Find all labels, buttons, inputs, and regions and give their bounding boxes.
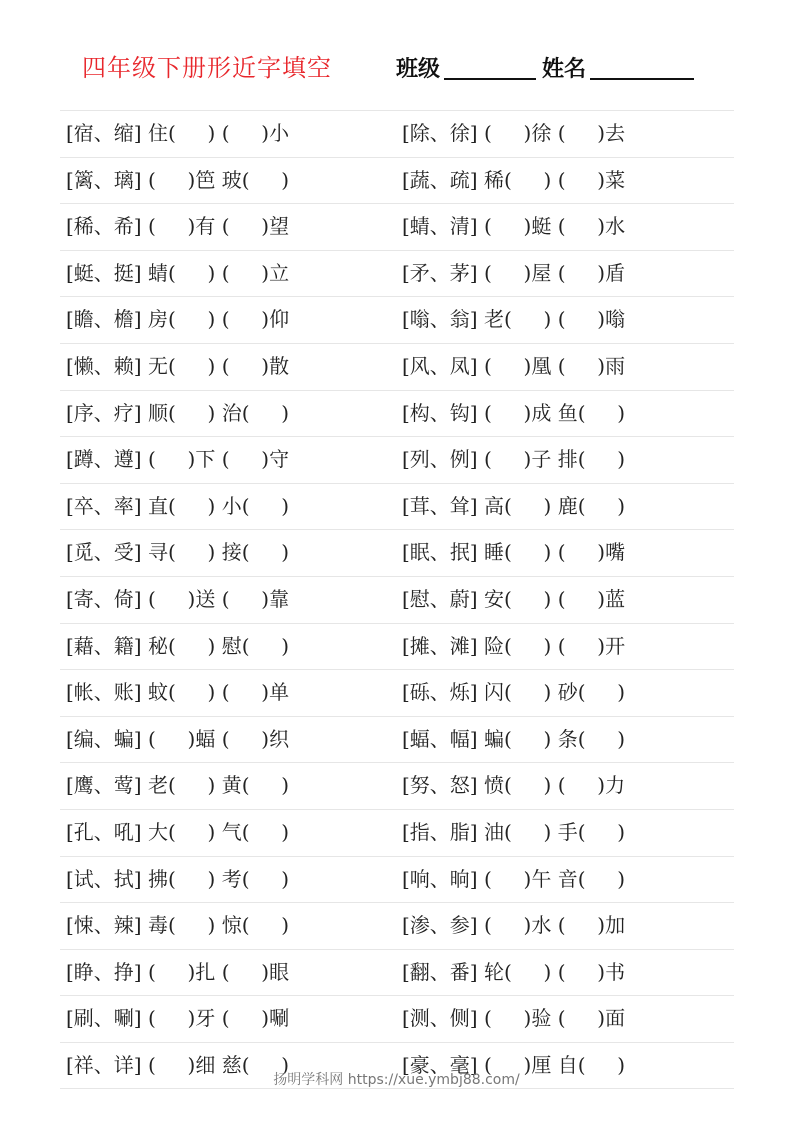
exercise-right: [蔬、疏] 稀( ) ( )菜	[402, 167, 626, 192]
class-label: 班级	[396, 57, 441, 82]
exercise-row	[60, 204, 734, 251]
exercise-right: [翻、番] 轮( ) ( )书	[402, 959, 626, 984]
exercise-left: [宿、缩] 住( ) ( )小	[66, 121, 290, 145]
exercise-right: [构、钩] ( )成 鱼( )	[402, 400, 626, 425]
exercise-left: [寄、倚] ( )送 ( )靠	[66, 586, 290, 611]
exercise-row	[60, 717, 734, 764]
exercise-right: [风、凤] ( )凰 ( )雨	[402, 353, 626, 378]
exercise-right: [豪、毫] ( )厘 自( )	[402, 1052, 626, 1077]
exercise-left: [序、疗] 顺( ) 治( )	[66, 400, 290, 425]
exercise-row	[60, 391, 734, 438]
class-blank-line	[444, 77, 536, 80]
exercise-left: [觅、受] 寻( ) 接( )	[66, 540, 290, 565]
exercise-left: [睁、挣] ( )扎 ( )眼	[66, 959, 290, 984]
exercise-row	[60, 158, 734, 205]
exercise-left: [蹲、遵] ( )下 ( )守	[66, 447, 290, 472]
exercise-right: [蝠、幅] 蝙( ) 条( )	[402, 726, 626, 751]
exercise-left: [编、蝙] ( )蝠 ( )织	[66, 726, 290, 751]
exercise-left: [蜓、挺] 蜻( ) ( )立	[66, 260, 290, 285]
exercise-left: [篱、璃] ( )笆 玻( )	[66, 167, 290, 192]
exercise-right: [测、侧] ( )验 ( )面	[402, 1006, 626, 1031]
exercise-left: [瞻、檐] 房( ) ( )仰	[66, 307, 290, 332]
exercise-right: [努、怒] 愤( ) ( )力	[402, 773, 626, 798]
exercise-right: [列、例] ( )子 排( )	[402, 447, 626, 472]
exercise-right: [摊、滩] 险( ) ( )开	[402, 633, 626, 658]
exercise-right: [嗡、翁] 老( ) ( )嗡	[402, 307, 626, 332]
exercise-row	[60, 437, 734, 484]
exercise-grid	[60, 110, 734, 1089]
exercise-row	[60, 857, 734, 904]
exercise-row	[60, 810, 734, 857]
exercise-right: [除、徐] ( )徐 ( )去	[402, 121, 626, 145]
footer-watermark: 扬明学科网 https://xue.ymbj88.com/	[273, 1072, 520, 1088]
exercise-left: [藉、籍] 秘( ) 慰( )	[66, 633, 290, 658]
exercise-row	[60, 251, 734, 298]
exercise-right: [渗、参] ( )水 ( )加	[402, 913, 626, 938]
exercise-right: [响、晌] ( )午 音( )	[402, 866, 626, 891]
exercise-row	[60, 297, 734, 344]
exercise-left: [帐、账] 蚊( ) ( )单	[66, 680, 290, 705]
exercise-row	[60, 624, 734, 671]
exercise-row	[60, 577, 734, 624]
exercise-right: [矛、茅] ( )屋 ( )盾	[402, 260, 626, 285]
name-label: 姓名	[542, 57, 587, 82]
exercise-right: [眠、抿] 睡( ) ( )嘴	[402, 540, 626, 565]
page-title: 四年级下册形近字填空	[82, 54, 332, 82]
exercise-left: [悚、辣] 毒( ) 惊( )	[66, 913, 290, 938]
exercise-row	[60, 111, 734, 158]
exercise-row	[60, 763, 734, 810]
exercise-left: [刷、唰] ( )牙 ( )唰	[66, 1006, 290, 1031]
exercise-left: [试、拭] 拂( ) 考( )	[66, 866, 290, 891]
exercise-left: [卒、率] 直( ) 小( )	[66, 493, 290, 518]
exercise-left: [孔、吼] 大( ) 气( )	[66, 819, 290, 844]
exercise-row	[60, 344, 734, 391]
exercise-row	[60, 484, 734, 531]
exercise-left: [鹰、莺] 老( ) 黄( )	[66, 773, 290, 798]
exercise-right: [茸、耸] 高( ) 鹿( )	[402, 493, 626, 518]
exercise-row	[60, 950, 734, 997]
exercise-right: [指、脂] 油( ) 手( )	[402, 819, 626, 844]
exercise-row	[60, 996, 734, 1043]
exercise-row	[60, 903, 734, 950]
exercise-left: [稀、希] ( )有 ( )望	[66, 214, 290, 239]
student-info	[396, 52, 700, 83]
exercise-row	[60, 530, 734, 577]
exercise-left: [懒、赖] 无( ) ( )散	[66, 353, 290, 378]
exercise-row	[60, 670, 734, 717]
exercise-right: [慰、蔚] 安( ) ( )蓝	[402, 586, 626, 611]
exercise-left: [祥、详] ( )细 慈( )	[66, 1052, 290, 1077]
exercise-right: [砾、烁] 闪( ) 砂( )	[402, 680, 626, 705]
exercise-right: [蜻、清] ( )蜓 ( )水	[402, 214, 626, 239]
name-blank-line	[590, 77, 694, 80]
